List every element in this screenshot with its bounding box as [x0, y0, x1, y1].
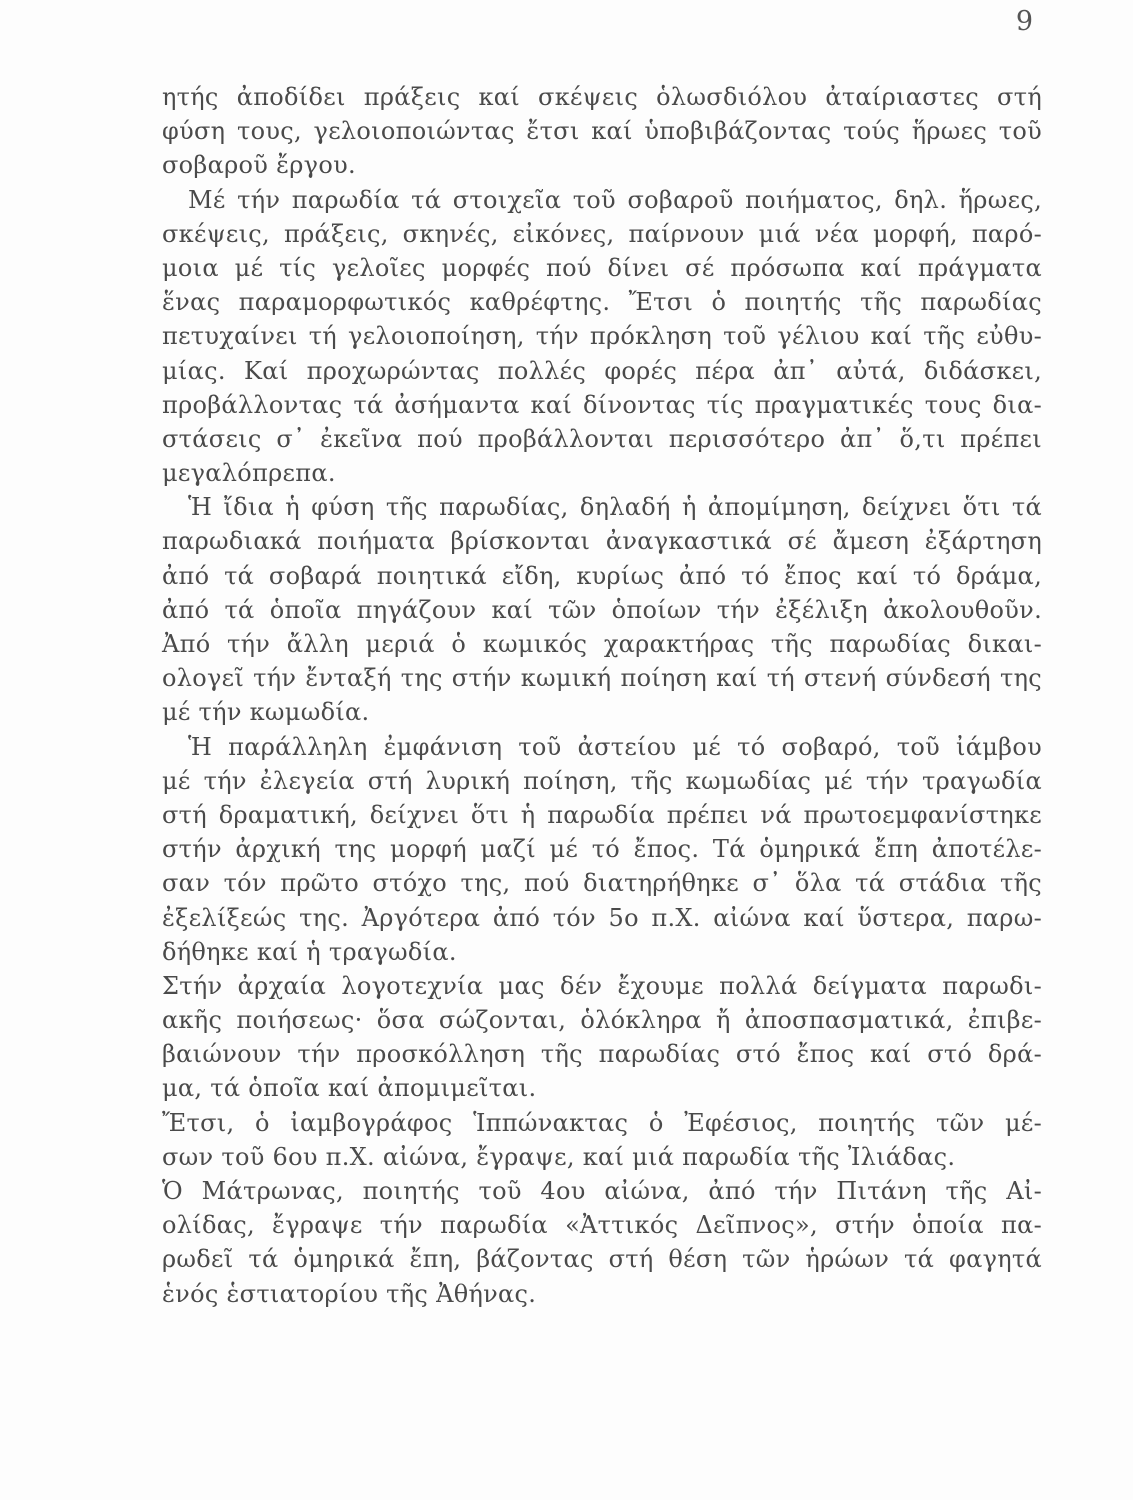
text-line: Ἡ ἴδια ἡ φύση τῆς παρωδίας, δηλαδή ἡ ἀπομίμηση, δείχνει ὅτι τά: [188, 493, 1042, 522]
text-line: παρωδιακά ποιήματα βρίσκονται ἀναγκαστικά σέ ἄμεση ἐξάρτηση: [162, 527, 1042, 556]
text-line: σοβαροῦ ἔργου.: [162, 151, 356, 180]
text-line: ἀπό τά σοβαρά ποιητικά εἴδη, κυρίως ἀπό τό ἔπος καί τό δράμα,: [162, 561, 1042, 590]
text-line: Ἔτσι, ὁ ἰαμβογράφος Ἱππώνακτας ὁ Ἐφέσιος, ποιητής τῶν μέ-: [162, 1108, 1042, 1137]
text-line: στήν ἀρχική της μορφή μαζί μέ τό ἔπος. Τά ὁμηρικά ἔπη ἀποτέλε-: [162, 835, 1042, 864]
text-line: σαν τόν πρῶτο στόχο της, πού διατηρήθηκε σ᾽ ὅλα τά στάδια τῆς: [162, 869, 1042, 898]
text-line: ἕνας παραμορφωτικός καθρέφτης. Ἔτσι ὁ ποιητής τῆς παρωδίας: [162, 288, 1042, 317]
text-line: προβάλλοντας τά ἀσήμαντα καί δίνοντας τίς πραγματικές τους δια-: [162, 390, 1042, 419]
text-line: Μέ τήν παρωδία τά στοιχεῖα τοῦ σοβαροῦ ποιήματος, δηλ. ἥρωες,: [188, 185, 1042, 214]
text-line: Στήν ἀρχαία λογοτεχνία μας δέν ἔχουμε πολλά δείγματα παρωδι-: [162, 971, 1042, 1000]
text-line: πετυχαίνει τή γελοιοποίηση, τήν πρόκληση τοῦ γέλιου καί τῆς εὐθυ-: [162, 322, 1042, 351]
text-line: μέ τήν ἐλεγεία στή λυρική ποίηση, τῆς κωμωδίας μέ τήν τραγωδία: [162, 766, 1042, 795]
text-line: ἑνός ἑστιατορίου τῆς Ἀθήνας.: [162, 1279, 537, 1308]
text-line: ἐξελίξεώς της. Ἀργότερα ἀπό τόν 5ο π.Χ. αἰώνα καί ὕστερα, παρω-: [162, 903, 1042, 932]
text-line: ολίδας, ἔγραψε τήν παρωδία «Ἀττικός Δεῖπνος», στήν ὁποία πα-: [162, 1211, 1042, 1240]
text-line: μέ τήν κωμωδία.: [162, 698, 370, 727]
text-line: ἀπό τά ὁποῖα πηγάζουν καί τῶν ὁποίων τήν ἐξέλιξη ἀκολουθοῦν.: [162, 595, 1042, 624]
text-line: Ἡ παράλληλη ἐμφάνιση τοῦ ἀστείου μέ τό σοβαρό, τοῦ ἰάμβου: [188, 732, 1042, 761]
text-line: μίας. Καί προχωρώντας πολλές φορές πέρα ἀπ᾽ αὐτά, διδάσκει,: [162, 356, 1042, 385]
text-line: ακῆς ποιήσεως· ὅσα σώζονται, ὁλόκληρα ἤ ἀποσπασματικά, ἐπιβε-: [162, 1006, 1042, 1035]
text-line: Ὁ Μάτρωνας, ποιητής τοῦ 4ου αἰώνα, ἀπό τήν Πιτάνη τῆς Αἰ-: [162, 1177, 1042, 1205]
text-line: μοια μέ τίς γελοῖες μορφές πού δίνει σέ πρόσωπα καί πράγματα: [162, 253, 1042, 282]
text-line: σων τοῦ 6ου π.Χ. αἰώνα, ἔγραψε, καί μιά παρωδία τῆς Ἰλιάδας.: [162, 1142, 956, 1171]
text-line: ρωδεῖ τά ὁμηρικά ἔπη, βάζοντας στή θέση τῶν ἡρώων τά φαγητά: [162, 1245, 1042, 1274]
body-text: [162, 80, 1042, 1311]
text-line: βαιώνουν τήν προσκόλληση τῆς παρωδίας στό ἔπος καί στό δρά-: [162, 1040, 1042, 1069]
text-line: δήθηκε καί ἡ τραγωδία.: [162, 937, 457, 966]
text-line: σκέψεις, πράξεις, σκηνές, εἰκόνες, παίρνουν μιά νέα μορφή, παρό-: [162, 219, 1042, 248]
text-line: μεγαλόπρεπα.: [162, 459, 336, 488]
page-number: 9: [1015, 6, 1033, 37]
text-line: στή δραματική, δείχνει ὅτι ἡ παρωδία πρέπει νά πρωτοεμφανίστηκε: [162, 800, 1042, 829]
text-line: ητής ἀποδίδει πράξεις καί σκέψεις ὁλωσδιόλου ἀταίριαστες στή: [162, 83, 1042, 111]
text-line: μα, τά ὁποῖα καί ἀπομιμεῖται.: [162, 1074, 537, 1103]
text-line: φύση τους, γελοιοποιώντας ἔτσι καί ὑποβιβάζοντας τούς ἥρωες τοῦ: [162, 117, 1042, 146]
text-line: ολογεῖ τήν ἔνταξή της στήν κωμική ποίηση καί τή στενή σύνδεσή της: [162, 664, 1042, 693]
text-line: Ἀπό τήν ἄλλη μεριά ὁ κωμικός χαρακτήρας τῆς παρωδίας δικαι-: [162, 630, 1042, 658]
text-line: στάσεις σ᾽ ἐκεῖνα πού προβάλλονται περισσότερο ἀπ᾽ ὅ,τι πρέπει: [162, 424, 1042, 453]
